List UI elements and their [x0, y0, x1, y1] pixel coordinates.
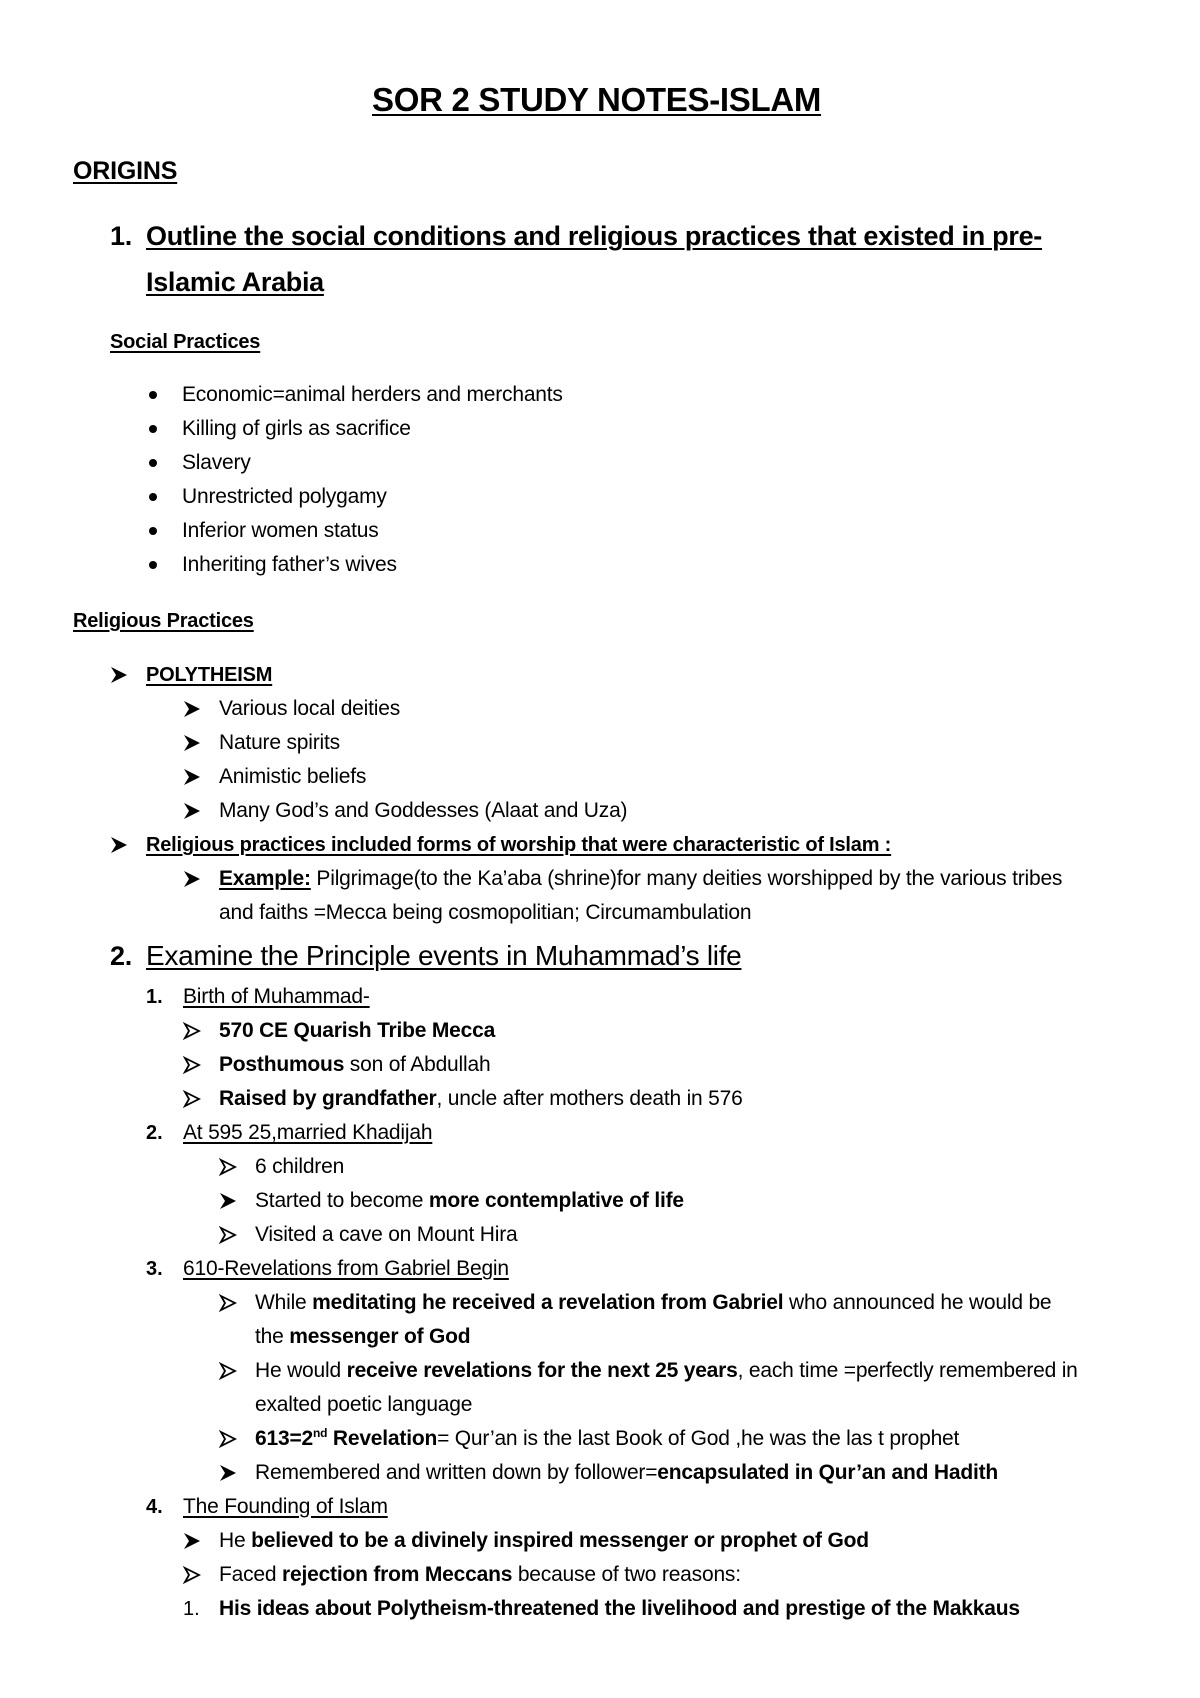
- text: Faced: [219, 1563, 282, 1586]
- list-item: Economic=animal herders and merchants: [182, 383, 563, 406]
- arrow-bullet-icon: [183, 870, 201, 888]
- sub-item-number: 1.: [183, 1598, 200, 1620]
- list-item: [255, 1425, 959, 1453]
- arrow-outline-icon: [183, 1090, 201, 1108]
- bold-text: encapsulated in Qur’an and Hadith: [657, 1461, 999, 1484]
- arrow-outline-icon: [183, 1056, 201, 1074]
- arrow-bullet-icon: [110, 836, 128, 854]
- bold-text: -threatened the livelihood and prestige of the Makkaus: [486, 1597, 1020, 1620]
- bullet-icon: [149, 561, 157, 569]
- arrow-outline-icon: [183, 1566, 201, 1584]
- worship-forms-heading: Religious practices included forms of worship that were characteristic of Islam :: [146, 834, 892, 856]
- list-item-continued: exalted poetic language: [255, 1393, 473, 1416]
- text: = Qur’an is the last Book of God ,he was the las t prophet: [437, 1427, 960, 1450]
- list-item: 6 children: [255, 1155, 345, 1178]
- list-item: [255, 1187, 684, 1215]
- text: because of two reasons:: [512, 1563, 741, 1586]
- list-item: [219, 1561, 741, 1589]
- text: While: [255, 1291, 313, 1314]
- list-item: Slavery: [182, 451, 251, 474]
- text: He would: [255, 1359, 347, 1382]
- list-item: Nature spirits: [219, 731, 340, 754]
- bold-text: His ideas about Polytheism: [219, 1597, 487, 1620]
- event-heading: At 595 25,married Khadijah: [183, 1121, 433, 1144]
- example-text: Pilgrimage(to the Ka’aba (shrine)for many deities worshipped by the various tribes: [310, 867, 1063, 890]
- text: He: [219, 1529, 252, 1552]
- event-number: 4.: [146, 1496, 163, 1518]
- text: who announced he would be: [783, 1291, 1052, 1314]
- event-heading: Birth of Muhammad-: [183, 985, 370, 1008]
- bold-text: 613=2: [255, 1427, 313, 1450]
- bold-text: rejection from Meccans: [282, 1563, 513, 1586]
- text: the: [255, 1325, 290, 1348]
- bold-text: believed to be a divinely inspired messenger or prophet of God: [251, 1529, 869, 1552]
- arrow-bullet-icon: [183, 700, 201, 718]
- event-number: 3.: [146, 1258, 163, 1280]
- religious-practices-heading: Religious Practices: [73, 610, 254, 632]
- arrow-outline-icon: [219, 1226, 237, 1244]
- arrow-bullet-icon: [219, 1464, 237, 1482]
- bullet-icon: [149, 425, 157, 433]
- arrow-bullet-icon: [183, 734, 201, 752]
- event-heading: 610-Revelations from Gabriel Begin: [183, 1257, 509, 1280]
- text: son of Abdullah: [344, 1053, 491, 1076]
- event-number: 1.: [146, 986, 163, 1008]
- question-1-number: 1.: [110, 221, 132, 251]
- text: , uncle after mothers death in 576: [436, 1087, 743, 1110]
- question-2-number: 2.: [110, 941, 132, 971]
- example-line-1: [219, 865, 1062, 893]
- bold-text: Raised by grandfather: [219, 1087, 437, 1110]
- example-line-2: and faiths =Mecca being cosmopolitian; Circumambulation: [219, 901, 752, 924]
- bold-text: he received a revelation from Gabriel: [416, 1291, 784, 1314]
- arrow-outline-icon: [219, 1430, 237, 1448]
- section-heading: ORIGINS: [73, 157, 178, 185]
- bullet-icon: [149, 391, 157, 399]
- bold-text: Posthumous: [219, 1053, 345, 1076]
- list-item: Various local deities: [219, 697, 401, 720]
- list-item: [255, 1459, 998, 1487]
- list-item: 570 CE Quarish Tribe Mecca: [219, 1019, 496, 1042]
- bold-text: receive revelations for the next 25 years: [346, 1359, 738, 1382]
- list-item: [219, 1595, 1020, 1623]
- arrow-bullet-icon: [183, 802, 201, 820]
- arrow-bullet-icon: [183, 768, 201, 786]
- arrow-outline-icon: [219, 1158, 237, 1176]
- arrow-outline-icon: [219, 1294, 237, 1312]
- event-heading: The Founding of Islam: [183, 1495, 388, 1518]
- arrow-bullet-icon: [183, 1532, 201, 1550]
- list-item: Many God’s and Goddesses (Alaat and Uza): [219, 799, 628, 822]
- list-item-continued: [255, 1323, 470, 1351]
- list-item: [219, 1051, 490, 1079]
- social-practices-heading: Social Practices: [110, 331, 261, 353]
- question-1-line-2: Islamic Arabia: [146, 267, 324, 297]
- question-2-heading: Examine the Principle events in Muhammad’s life: [146, 940, 742, 971]
- list-item: [255, 1289, 1051, 1317]
- question-1-line-1: Outline the social conditions and religious practices that existed in pre-: [146, 221, 1042, 251]
- list-item: [219, 1527, 869, 1555]
- text: Remembered and written down by follower=: [255, 1461, 658, 1484]
- bold-text: Revelation: [327, 1427, 438, 1450]
- bullet-icon: [149, 459, 157, 467]
- page-title: SOR 2 STUDY NOTES-ISLAM: [372, 81, 822, 118]
- bold-text: messenger of God: [289, 1325, 471, 1348]
- bold-text: meditating: [312, 1291, 417, 1314]
- list-item: [255, 1357, 1078, 1385]
- list-item: [219, 1085, 743, 1113]
- list-item: Unrestricted polygamy: [182, 485, 387, 508]
- bullet-icon: [149, 527, 157, 535]
- list-item: Killing of girls as sacrifice: [182, 417, 411, 440]
- arrow-outline-icon: [219, 1362, 237, 1380]
- arrow-outline-icon: [183, 1022, 201, 1040]
- list-item: Visited a cave on Mount Hira: [255, 1223, 518, 1246]
- event-number: 2.: [146, 1122, 163, 1144]
- list-item: Inheriting father’s wives: [182, 553, 397, 576]
- list-item: Inferior women status: [182, 519, 379, 542]
- arrow-bullet-icon: [219, 1192, 237, 1210]
- text: , each time =perfectly remembered in: [737, 1359, 1078, 1382]
- arrow-bullet-icon: [110, 666, 128, 684]
- example-label: Example:: [219, 867, 311, 890]
- superscript: nd: [312, 1426, 328, 1440]
- bold-text: more contemplative of life: [428, 1189, 684, 1212]
- text: Started to become: [255, 1189, 429, 1212]
- polytheism-heading: POLYTHEISM: [146, 664, 273, 686]
- bullet-icon: [149, 493, 157, 501]
- list-item: Animistic beliefs: [219, 765, 367, 788]
